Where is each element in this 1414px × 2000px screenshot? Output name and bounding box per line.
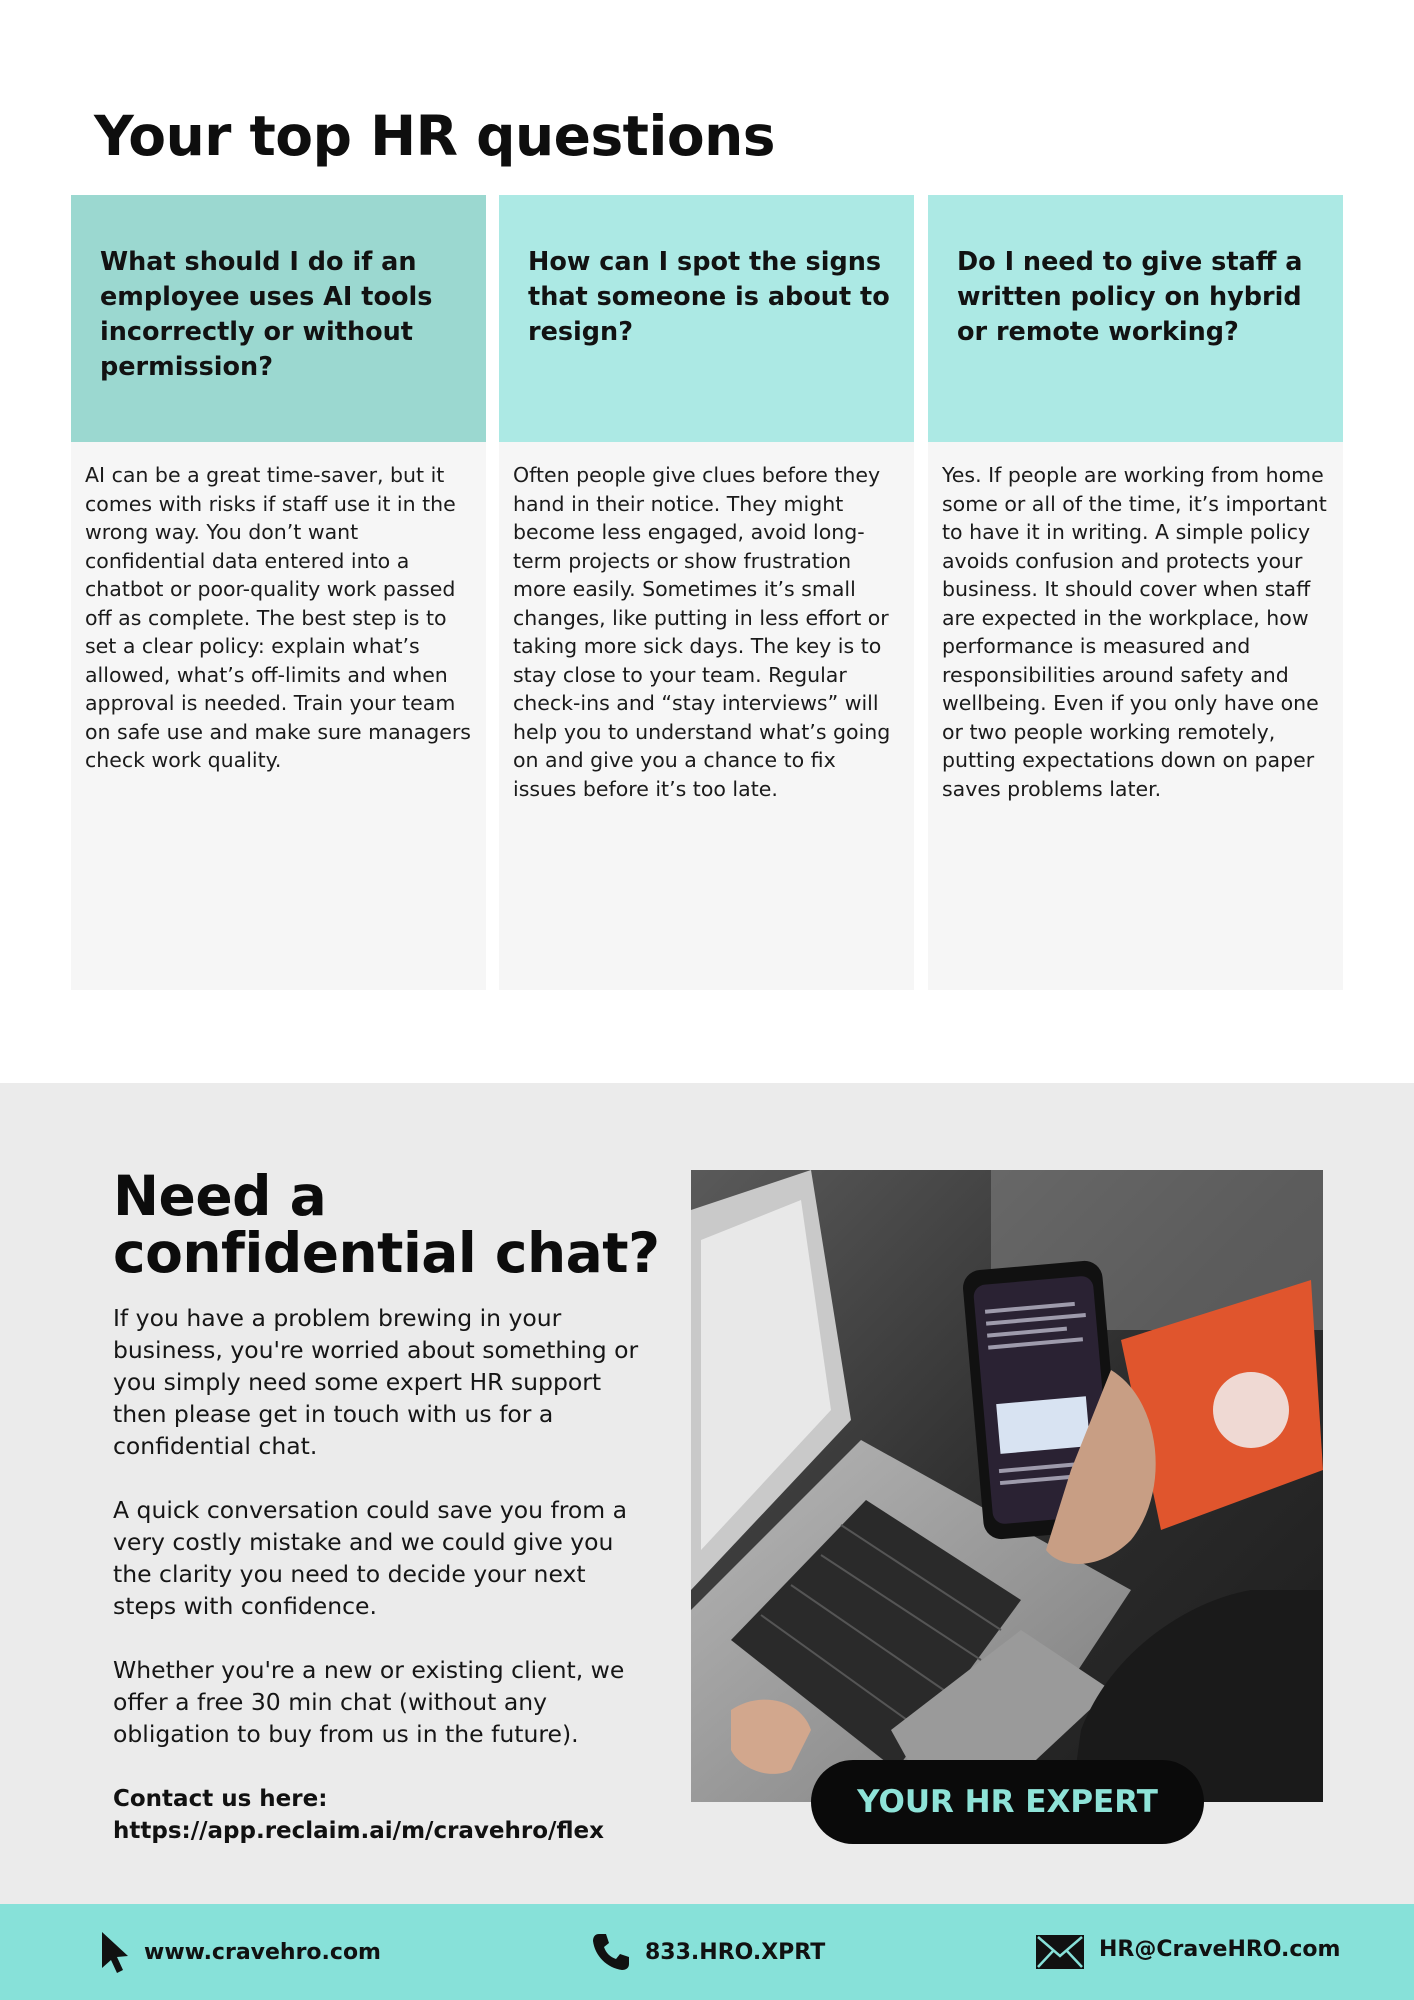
contact-section (0, 1083, 1414, 1904)
contact-paragraph: If you have a problem brewing in your business, you're worried about something or you simply need some expert HR support then please get in touch with us for a confidential chat. (113, 1304, 639, 1460)
faq-answer: Yes. If people are working from home some or all of the time, it’s important to have it in writing. A simple policy avoids confusion and protects your business. It should cover when staff are expected in the workplace, how performance is measured and responsibilities around safety and wellbeing. Even if you only have one or two people working remotely, putting expectations down on paper saves problems later. (942, 463, 1327, 801)
contact-body (113, 1302, 643, 1782)
faq-card-resign (499, 195, 914, 990)
footer-website[interactable] (100, 1904, 381, 2000)
faq-question: Do I need to give staff a written policy on hybrid or remote working? (928, 195, 1343, 442)
faq-card-ai-tools (71, 195, 486, 990)
contact-label: Contact us here: (113, 1786, 328, 1812)
phone-number[interactable]: 833.HRO.XPRT (645, 1939, 826, 1965)
envelope-icon (1035, 1934, 1085, 1970)
phone-icon (591, 1932, 631, 1972)
footer-email[interactable] (1035, 1904, 1340, 2000)
website-link[interactable]: www.cravehro.com (144, 1939, 381, 1965)
contact-paragraph: A quick conversation could save you from a very costly mistake and we could give you the clarity you need to decide your next steps with confidence. (113, 1496, 628, 1620)
contact-paragraph: Whether you're a new or existing client, we offer a free 30 min chat (without any obligation to buy from us in the future). (113, 1656, 625, 1748)
footer-phone[interactable] (591, 1904, 825, 2000)
hero-photo (691, 1170, 1323, 1802)
faq-answer: AI can be a great time-saver, but it comes with risks if staff use it in the wrong way. You don’t want confidential data entered into a chatbot or poor-quality work passed off as complete. The best step is to set a clear policy: explain what’s allowed, what’s off-limits and when approval is needed. Train your team on safe use and make sure managers check work quality. (85, 463, 471, 772)
faq-question: What should I do if an employee uses AI tools incorrectly or without permission? (71, 195, 486, 442)
faq-answer: Often people give clues before they hand in their notice. They might become less engaged, avoid long-term projects or show frustration more easily. Sometimes it’s small changes, like putting in less effort or taking more sick days. The key is to stay close to your team. Regular check-ins and “stay interviews” will help you to understand what’s going on and give you a chance to fix issues before it’s too late. (513, 463, 891, 801)
cursor-icon (100, 1930, 130, 1974)
contact-title: Need a confidential chat? (113, 1164, 660, 1285)
contact-link[interactable]: https://app.reclaim.ai/m/cravehro/flex (113, 1818, 604, 1844)
your-hr-expert-badge: YOUR HR EXPERT (811, 1760, 1204, 1844)
footer (0, 1904, 1414, 2000)
page-title: Your top HR questions (94, 104, 776, 168)
faq-question: How can I spot the signs that someone is about to resign? (499, 195, 914, 442)
faq-card-remote-policy (928, 195, 1343, 990)
email-address[interactable]: HR@CraveHRO.com (1099, 1936, 1341, 1962)
